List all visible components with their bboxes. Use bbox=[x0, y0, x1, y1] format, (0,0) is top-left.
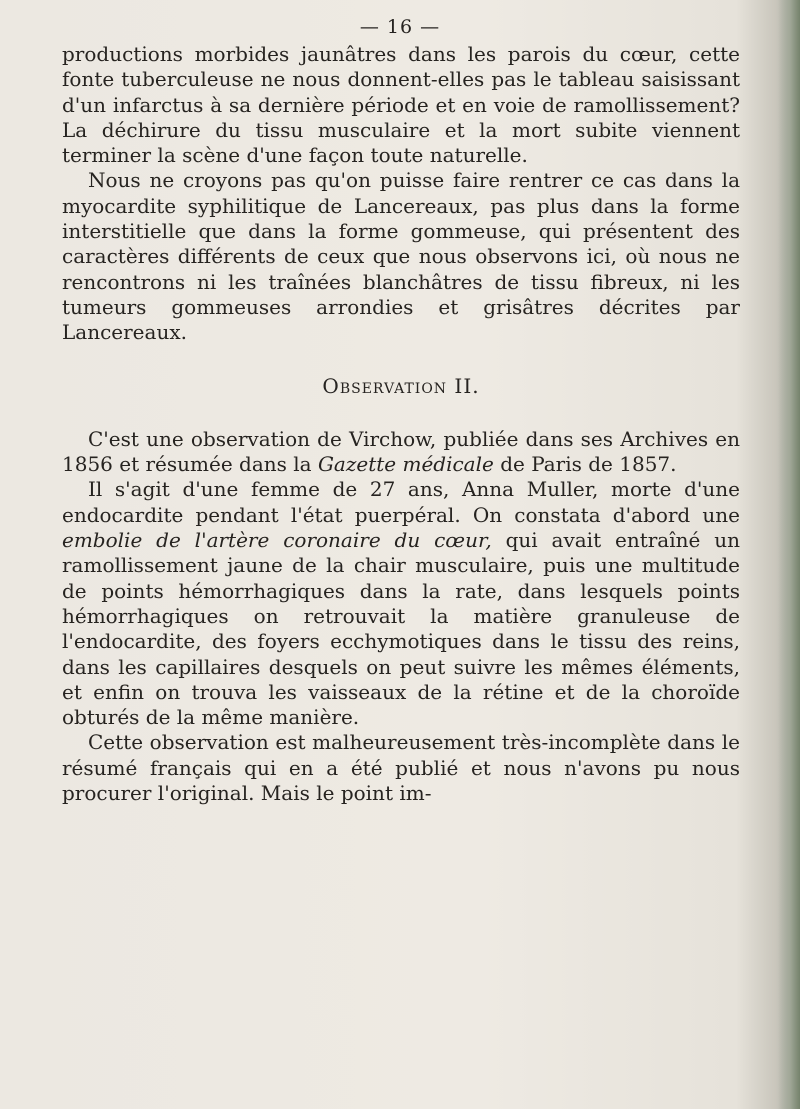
paragraph-virchow-text-a: C'est une observation de Virchow, publiée dans ses Archives en 1856 et résumée dans la bbox=[62, 426, 740, 477]
paragraph-continuation: productions morbides jaunâtres dans les parois du cœur, cette fonte tuberculeuse ne nous donnent-elles pas le tableau saisissant d'un infarctus à sa dernière période et en voie de ramollissement? La déchirure du tissu musculaire et la mort subite viennent terminer la scène d'une façon toute naturelle. bbox=[62, 42, 740, 168]
paragraph-case-text-b: qui avait entraîné un ramollissement jaune de la chair musculaire, puis une multitude de points hémorrhagiques dans la rate, dans lesquels points hémorrhagiques on retrouvait la matière granuleuse de l'endocardite, des foyers ecchymotiques dans le tissu des reins, dans les capillaires desquels on peut suivre les mêmes éléments, et enfin on trouva les vaisseaux de la rétine et de la choroïde obturés de la même manière. bbox=[62, 528, 740, 730]
page-number: — 16 — bbox=[359, 16, 441, 38]
paragraph-conclusion: Cette observation est malheureusement très-incomplète dans le résumé français qui en a été publié et nous n'avons pu nous procurer l'original. Mais le point im- bbox=[62, 730, 740, 806]
paragraph-lancereaux: Nous ne croyons pas qu'on puisse faire rentrer ce cas dans la myocardite syphilitique de Lancereaux, pas plus dans la forme interstitielle que dans la forme gommeuse, qui présentent des caractères différents de ceux que nous observons ici, où nous ne rencontrons ni les traînées blanchâtres de tissu fibreux, ni les tumeurs gommeuses arrondies et grisâtres décrites par Lancereaux. bbox=[62, 168, 740, 345]
page-edge-shadow bbox=[778, 0, 800, 1109]
journal-title: Gazette médicale bbox=[317, 452, 494, 477]
emphasis-embolie: embolie de l'artère coronaire du cœur, bbox=[62, 528, 492, 553]
paragraph-virchow-text-b: de Paris de 1857. bbox=[493, 452, 677, 477]
paragraph-virchow bbox=[62, 427, 740, 478]
page-body bbox=[62, 42, 740, 806]
paragraph-case-text-a: Il s'agit d'une femme de 27 ans, Anna Muller, morte d'une endocardite pendant l'état puerpéral. On constata d'abord une bbox=[62, 477, 740, 527]
paragraph-case bbox=[62, 477, 740, 730]
section-heading-observation: Observation II. bbox=[322, 373, 480, 398]
